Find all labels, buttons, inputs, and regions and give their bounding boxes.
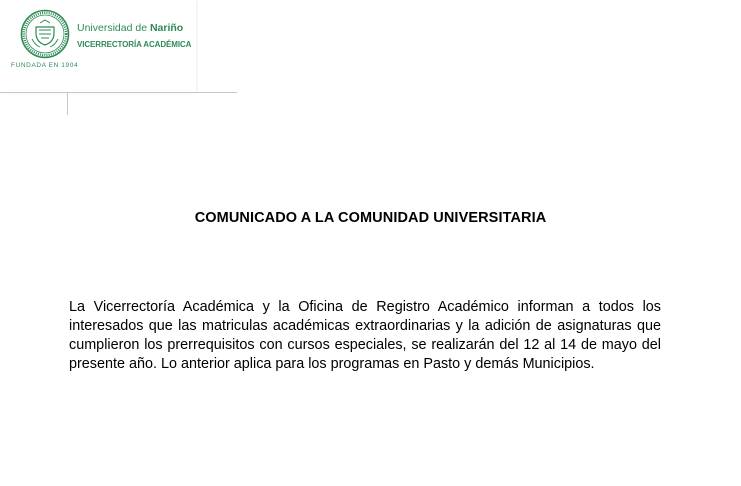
document-title: COMUNICADO A LA COMUNIDAD UNIVERSITARIA: [194, 210, 547, 226]
university-name: Universidad de Nariño: [77, 22, 184, 34]
header-divider: [0, 92, 237, 93]
office-name: VICERRECTORÍA ACADÉMICA: [77, 40, 192, 49]
header-divider-vertical: [67, 93, 68, 115]
founded-label: FUNDADA EN 1904: [11, 62, 79, 69]
university-seal-icon: [20, 9, 70, 59]
document-body: La Vicerrectoría Académica y la Oficina de Registro Académico informan a todos los interesados que las matriculas académicas extraordinarias y la adición de asignaturas que cumplieron los prerrequisitos con cursos especiales, se realizarán del 12 al 14 de mayo del presente año. Lo anterior aplica para los programas en Pasto y demás Municipios.: [69, 299, 661, 372]
letterhead: [0, 0, 196, 92]
